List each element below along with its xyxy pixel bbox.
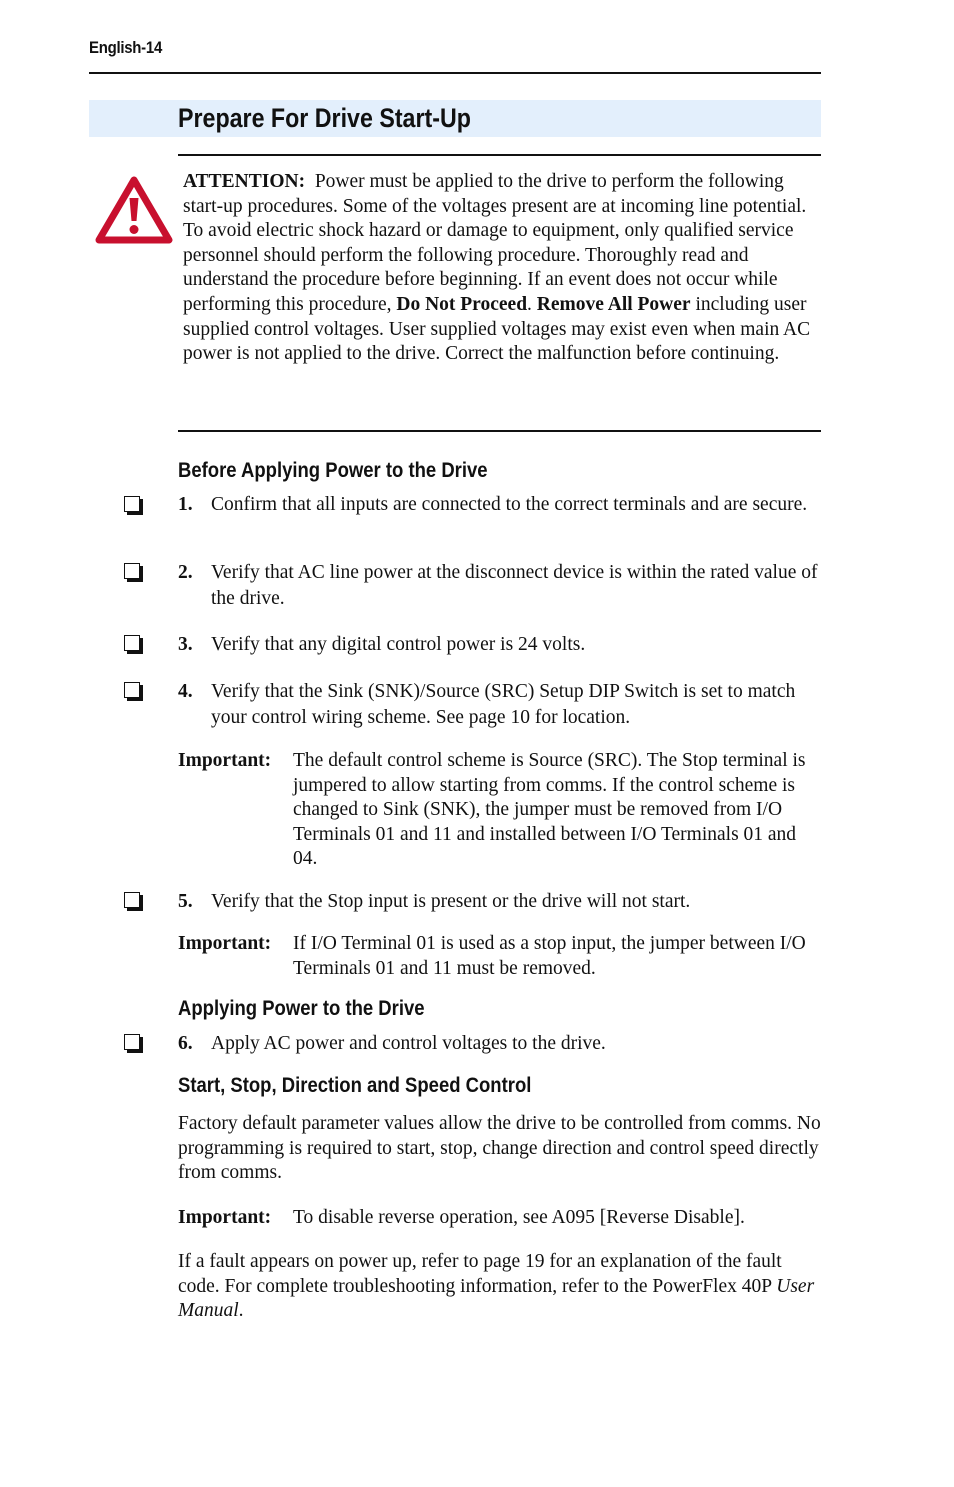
- section-title: Prepare For Drive Start-Up: [178, 103, 471, 133]
- header-rule: [89, 72, 821, 74]
- attention-label: ATTENTION:: [183, 171, 306, 192]
- attention-rule-top: [178, 154, 821, 156]
- step-3-checkbox[interactable]: [124, 635, 140, 651]
- attention-separator: .: [527, 293, 532, 315]
- remove-all-power: Remove All Power: [536, 293, 691, 315]
- warning-triangle-icon: [95, 176, 173, 244]
- step-3-number: 3.: [178, 634, 193, 655]
- step-2-checkbox[interactable]: [124, 563, 140, 579]
- attention-text: [183, 170, 818, 367]
- step-5-number: 5.: [178, 891, 193, 912]
- step-6-checkbox[interactable]: [124, 1034, 140, 1050]
- important-3-text: To disable reverse operation, see A095 [Reverse Disable].: [293, 1207, 745, 1228]
- step-2-text: Verify that AC line power at the disconnect device is within the rated value of the drive.: [211, 562, 818, 609]
- do-not-proceed: Do Not Proceed: [396, 293, 528, 315]
- control-paragraph-1: Factory default parameter values allow the drive to be controlled from comms. No programming is required to start, stop, change direction and control speed directly from comms.: [178, 1113, 821, 1184]
- step-1-checkbox[interactable]: [124, 496, 140, 512]
- attention-body-1: Power must be applied to the drive to perform the following start-up procedures. Some of the voltages present are at incoming line potential. To avoid electric shock hazard or damage to equipment, only qualified service personnel should perform the following procedure. Thoroughly read and understand the procedure before beginning. If an event does not occur while performing this procedure,: [183, 171, 807, 315]
- important-2-text: If I/O Terminal 01 is used as a stop input, the jumper between I/O Terminals 01 and 11 must be removed.: [293, 933, 806, 979]
- step-6-text: Apply AC power and control voltages to the drive.: [211, 1033, 606, 1054]
- before-power-heading: Before Applying Power to the Drive: [178, 458, 488, 482]
- step-5-checkbox[interactable]: [124, 892, 140, 908]
- page-label: English-14: [89, 38, 163, 57]
- step-3-text: Verify that any digital control power is 24 volts.: [211, 634, 586, 655]
- step-6-number: 6.: [178, 1033, 193, 1054]
- control-heading: Start, Stop, Direction and Speed Control: [178, 1073, 532, 1097]
- fault-text-end: .: [238, 1300, 244, 1322]
- attention-rule-bottom: [178, 430, 821, 432]
- important-3-label: Important:: [178, 1207, 272, 1228]
- step-2-number: 2.: [178, 562, 193, 583]
- step-5-text: Verify that the Stop input is present or the drive will not start.: [211, 891, 691, 912]
- control-paragraph-2: [178, 1250, 823, 1324]
- step-4-text: Verify that the Sink (SNK)/Source (SRC) Setup DIP Switch is set to match your control wiring scheme. See page 10 for location.: [211, 681, 796, 728]
- important-2-label: Important:: [178, 933, 272, 954]
- step-1-number: 1.: [178, 494, 193, 515]
- fault-text: If a fault appears on power up, refer to page 19 for an explanation of the fault code. For complete troubleshooting information, refer to the PowerFlex 40P: [178, 1251, 782, 1297]
- applying-power-heading: Applying Power to the Drive: [178, 996, 425, 1020]
- step-4-checkbox[interactable]: [124, 682, 140, 698]
- important-1-text: The default control scheme is Source (SRC). The Stop terminal is jumpered to allow starting from comms. If the control scheme is changed to Sink (SNK), the jumper must be removed from I/O Terminals 01 and 11 and installed between I/O Terminals 01 and 04.: [293, 750, 806, 870]
- attention-body-2: including user supplied control voltages. User supplied voltages may exist even when main AC power is not applied to the drive. Correct the malfunction before continuing.: [183, 293, 811, 365]
- important-1-label: Important:: [178, 750, 272, 771]
- user-manual-title: User Manual: [178, 1275, 815, 1322]
- step-1-text: Confirm that all inputs are connected to the correct terminals and are secure.: [211, 494, 808, 515]
- step-4-number: 4.: [178, 681, 193, 702]
